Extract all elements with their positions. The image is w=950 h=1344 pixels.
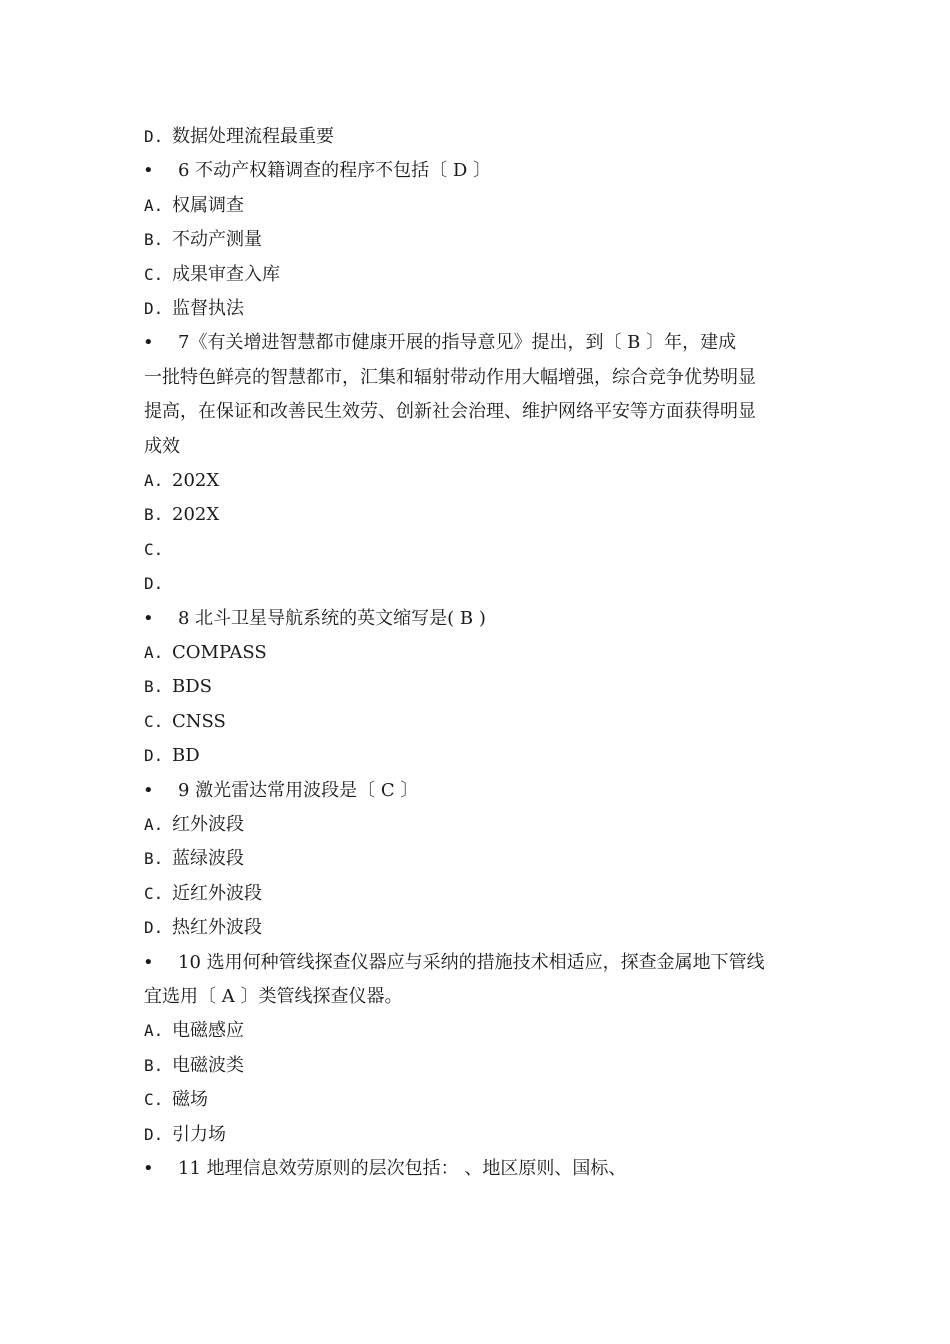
bullet-icon: • xyxy=(143,951,154,973)
option-line xyxy=(144,223,809,257)
option-line xyxy=(144,877,809,911)
option-line xyxy=(144,120,809,154)
option-letter: C. xyxy=(144,539,164,559)
option-text: 202X xyxy=(172,470,220,491)
question-text: 8 北斗卫星导航系统的英文缩写是( B ) xyxy=(178,607,486,629)
option-text: CNSS xyxy=(172,710,226,732)
option-letter: C. xyxy=(144,883,164,903)
option-letter: A. xyxy=(144,195,164,215)
option-text: 蓝绿波段 xyxy=(172,848,244,870)
question-continuation: 成效 xyxy=(144,435,180,457)
option-letter: D. xyxy=(144,574,164,594)
option-letter: C. xyxy=(144,264,164,284)
option-letter: A. xyxy=(144,471,164,490)
question-text: 11 地理信息效劳原则的层次包括： 、地区原则、国标、 xyxy=(178,1158,627,1179)
option-letter: C. xyxy=(144,711,164,731)
option-letter: D. xyxy=(144,746,164,766)
question-continuation: 提高，在保证和改善民生效劳、创新社会治理、维护网络平安等方面获得明显 xyxy=(144,401,756,423)
option-letter: B. xyxy=(144,1055,164,1075)
option-line xyxy=(144,670,809,704)
option-line xyxy=(144,464,809,498)
option-line xyxy=(144,498,809,532)
option-line xyxy=(144,636,809,670)
option-line xyxy=(144,705,809,739)
question-text: 9 激光雷达常用波段是〔 C 〕 xyxy=(178,779,419,801)
option-letter: B. xyxy=(144,230,164,250)
question-continuation: 一批特色鲜亮的智慧都市，汇集和辐射带动作用大幅增强，综合竞争优势明显 xyxy=(144,366,756,388)
option-text: 红外波段 xyxy=(172,814,244,835)
option-letter: B. xyxy=(144,677,164,697)
option-letter: D. xyxy=(144,918,164,938)
question-continuation: 宜选用〔 A 〕类管线探查仪器。 xyxy=(144,986,403,1007)
question-text: 6 不动产权籍调查的程序不包括〔 D 〕 xyxy=(178,160,492,182)
option-letter: C. xyxy=(144,1090,164,1110)
option-letter: A. xyxy=(144,643,164,662)
option-text: 磁场 xyxy=(172,1089,208,1111)
option-text: 电磁感应 xyxy=(172,1020,244,1042)
option-text: COMPASS xyxy=(172,642,267,663)
option-text: BD xyxy=(172,745,200,767)
option-letter: D. xyxy=(144,299,164,318)
option-line xyxy=(144,911,809,945)
option-text: 近红外波段 xyxy=(172,882,262,904)
option-text: 电磁波类 xyxy=(172,1054,244,1076)
bullet-icon: • xyxy=(143,160,154,182)
option-letter: D. xyxy=(144,127,164,146)
option-line xyxy=(144,567,809,601)
option-line xyxy=(144,1014,809,1048)
option-line xyxy=(144,533,809,567)
option-line xyxy=(144,739,809,773)
option-text: BDS xyxy=(172,676,212,698)
option-text: 热红外波段 xyxy=(172,917,262,939)
option-line xyxy=(144,292,809,326)
option-letter: A. xyxy=(144,815,164,834)
question-text: 10 选用何种管线探查仪器应与采纳的措施技术相适应，探查金属地下管线 xyxy=(178,951,765,973)
option-line xyxy=(144,1049,809,1083)
option-letter: A. xyxy=(144,1021,164,1041)
option-text: 202X xyxy=(172,504,220,526)
option-line xyxy=(144,808,809,842)
option-letter: D. xyxy=(144,1124,164,1144)
option-line xyxy=(144,1118,809,1152)
bullet-icon: • xyxy=(143,779,154,801)
bullet-icon: • xyxy=(143,332,154,354)
option-text: 权属调查 xyxy=(172,194,244,216)
bullet-icon: • xyxy=(143,607,154,629)
option-letter: B. xyxy=(144,849,164,869)
option-line xyxy=(144,842,809,876)
option-text: 不动产测量 xyxy=(172,229,262,251)
bullet-icon: • xyxy=(143,1158,154,1179)
option-text: 数据处理流程最重要 xyxy=(172,126,334,147)
option-letter: B. xyxy=(144,505,164,525)
option-text: 监督执法 xyxy=(172,298,244,319)
option-line xyxy=(144,1083,809,1117)
option-text: 成果审查入库 xyxy=(172,263,280,285)
option-line xyxy=(144,189,809,223)
question-text: 7《有关增进智慧都市健康开展的指导意见》提出，到〔 B 〕年，建成 xyxy=(178,332,737,354)
option-text: 引力场 xyxy=(172,1123,226,1145)
option-line xyxy=(144,258,809,292)
